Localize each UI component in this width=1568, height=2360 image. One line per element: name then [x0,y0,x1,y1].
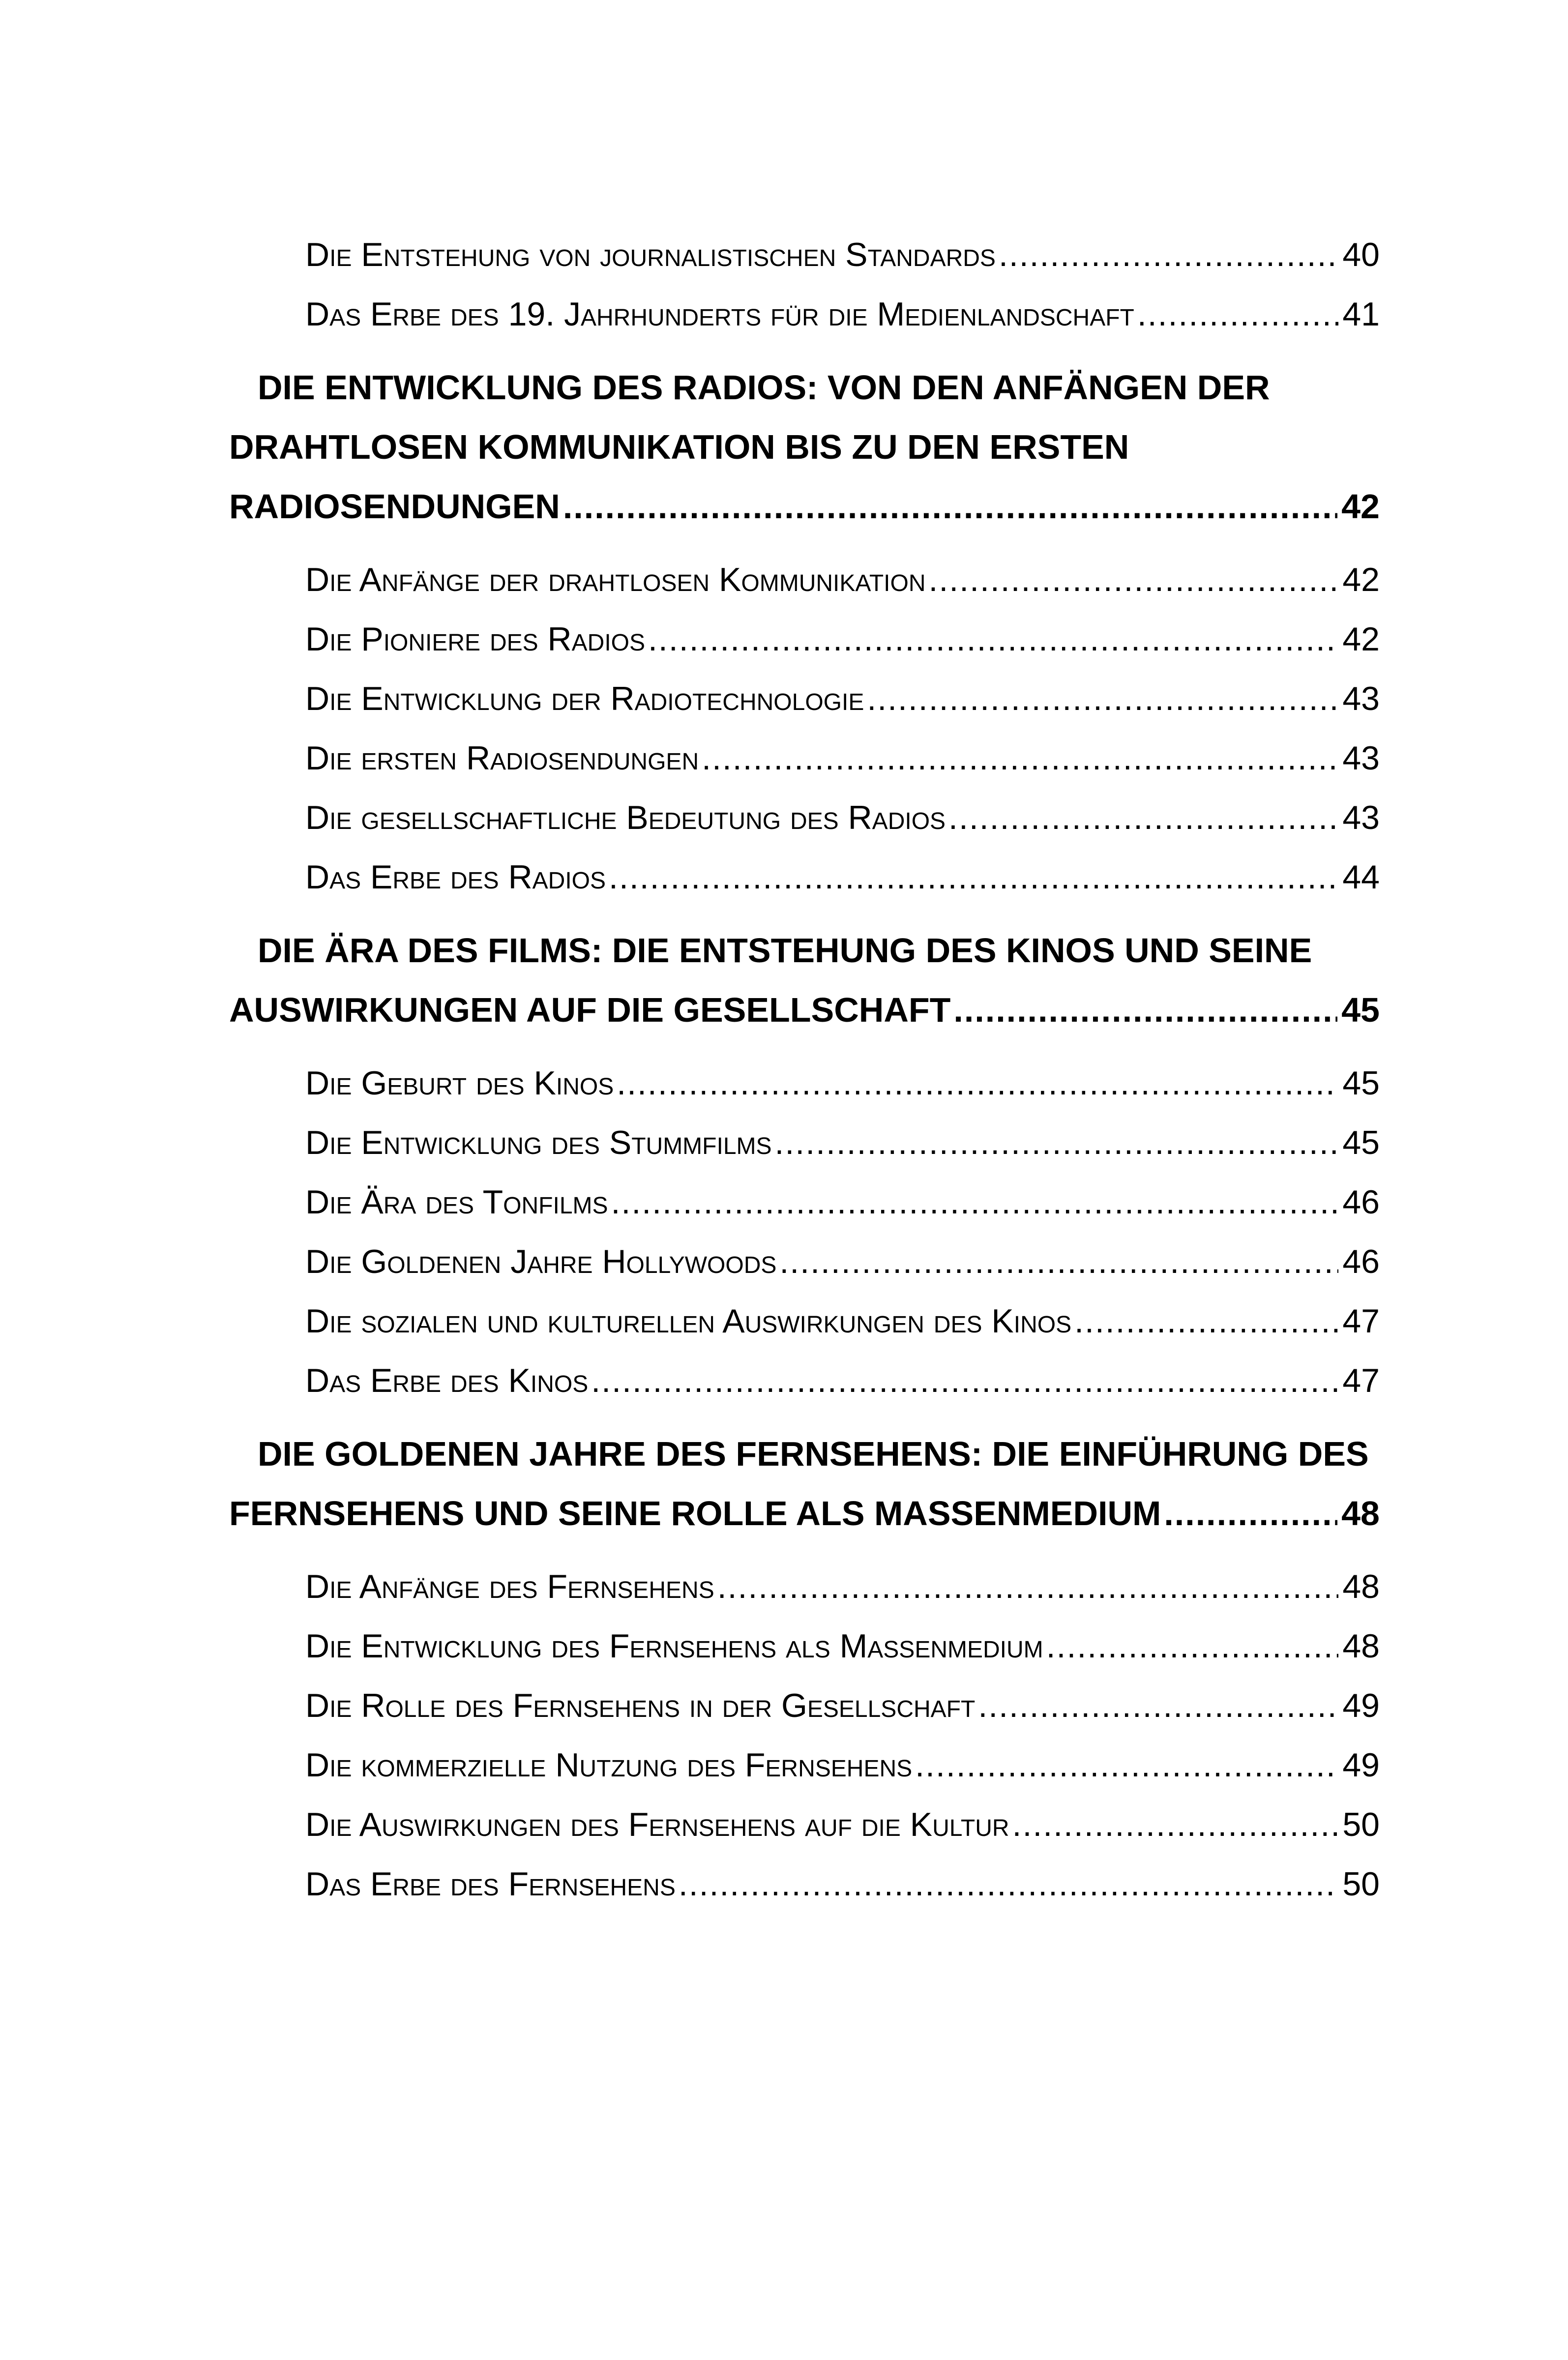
dot-leader [1074,1292,1338,1351]
toc-entry-title: Das Erbe des Radios [305,858,606,896]
dot-leader [617,1054,1338,1113]
toc-entry[interactable] [305,1855,1380,1914]
toc-entry-title: Die Geburt des Kinos [305,1064,614,1102]
toc-entry-page: 45 [1342,1064,1380,1102]
toc-entry[interactable] [305,1351,1380,1411]
dot-leader [717,1557,1339,1617]
table-of-contents [229,225,1380,1914]
toc-entry-title: Die Anfänge des Fernsehens [305,1568,714,1605]
toc-entry-title: Das Erbe des Kinos [305,1362,589,1399]
toc-entry[interactable] [305,848,1380,907]
dot-leader [702,729,1338,788]
toc-entry-title: Die kommerzielle Nutzung des Fernsehens [305,1746,913,1784]
toc-entry-page: 41 [1342,295,1380,333]
dot-leader [978,1676,1338,1736]
toc-entry-page: 43 [1342,799,1380,836]
chapter-heading-last-line [229,1484,1380,1543]
chapter-heading-line: DIE GOLDENEN JAHRE DES FERNSEHENS: DIE EINFÜHRUNG DES [258,1435,1369,1473]
chapter-heading-television[interactable] [229,1424,1380,1543]
chapter-page: 45 [1341,991,1380,1029]
toc-entry-title: Die Anfänge der drahtlosen Kommunikation [305,561,926,598]
dot-leader [1164,1484,1337,1543]
toc-entry[interactable] [305,225,1380,285]
dot-leader [1137,285,1339,344]
dot-leader [779,1232,1338,1292]
chapter-heading-line: RADIOSENDUNGEN [229,487,560,526]
toc-entry[interactable] [305,1173,1380,1232]
toc-entry-page: 42 [1342,561,1380,598]
dot-leader [1012,1795,1339,1855]
chapter-heading-line: AUSWIRKUNGEN AUF DIE GESELLSCHAFT [229,991,951,1029]
dot-leader [563,477,1337,536]
toc-entry-page: 45 [1342,1124,1380,1161]
toc-entry-page: 46 [1342,1243,1380,1280]
dot-leader [1046,1617,1339,1676]
dot-leader [679,1855,1339,1914]
chapter-page: 48 [1341,1494,1380,1533]
toc-entry[interactable] [305,550,1380,610]
dot-leader [867,669,1338,729]
toc-entry-page: 46 [1342,1183,1380,1221]
toc-entry[interactable] [305,1054,1380,1113]
chapter-heading-line: DIE ENTWICKLUNG DES RADIOS: VON DEN ANFÄNGEN DER [258,368,1270,407]
toc-entry-title: Die Rolle des Fernsehens in der Gesellschaft [305,1687,976,1724]
dot-leader [953,980,1337,1040]
toc-entry-title: Die Entstehung von journalistischen Standards [305,236,996,273]
toc-entry-title: Die Entwicklung des Stummfilms [305,1124,772,1161]
toc-entry[interactable] [305,1795,1380,1855]
toc-entry[interactable] [305,285,1380,344]
toc-entry-title: Die Entwicklung der Radiotechnologie [305,680,864,717]
toc-entry-title: Das Erbe des 19. Jahrhunderts für die Medienlandschaft [305,295,1134,333]
toc-entry-page: 42 [1342,620,1380,658]
toc-entry[interactable] [305,788,1380,848]
toc-entry-page: 43 [1342,680,1380,717]
toc-entry[interactable] [305,1736,1380,1795]
dot-leader [611,1173,1339,1232]
dot-leader [775,1113,1339,1173]
toc-entry-page: 48 [1342,1627,1380,1665]
chapter-heading-line: DIE ÄRA DES FILMS: DIE ENTSTEHUNG DES KINOS UND SEINE [258,931,1312,970]
dot-leader [591,1351,1338,1411]
toc-entry-page: 44 [1342,858,1380,896]
toc-entry-title: Die Ära des Tonfilms [305,1183,608,1221]
chapter-heading-radio[interactable] [229,358,1380,536]
toc-entry-page: 50 [1342,1806,1380,1843]
toc-entry[interactable] [305,1557,1380,1617]
toc-entry-title: Die ersten Radiosendungen [305,739,699,777]
toc-entry[interactable] [305,1292,1380,1351]
toc-entry[interactable] [305,610,1380,669]
dot-leader [915,1736,1338,1795]
toc-entry-title: Das Erbe des Fernsehens [305,1865,676,1903]
toc-entry-page: 48 [1342,1568,1380,1605]
dot-leader [999,225,1338,285]
dot-leader [948,788,1338,848]
toc-entry-title: Die sozialen und kulturellen Auswirkungen des Kinos [305,1302,1072,1340]
chapter-heading-line: DRAHTLOSEN KOMMUNIKATION BIS ZU DEN ERSTEN [229,428,1129,466]
toc-entry-page: 43 [1342,739,1380,777]
toc-entry-page: 40 [1342,236,1380,273]
toc-entry-title: Die Entwicklung des Fernsehens als Massenmedium [305,1627,1043,1665]
dot-leader [648,610,1338,669]
toc-entry[interactable] [305,1113,1380,1173]
toc-entry-page: 47 [1342,1362,1380,1399]
chapter-heading-last-line [229,477,1380,536]
toc-entry-page: 49 [1342,1687,1380,1724]
toc-entry-title: Die Pioniere des Radios [305,620,646,658]
toc-entry-title: Die Auswirkungen des Fernsehens auf die Kultur [305,1806,1009,1843]
toc-entry[interactable] [305,669,1380,729]
chapter-heading-line: FERNSEHENS UND SEINE ROLLE ALS MASSENMEDIUM [229,1494,1161,1533]
chapter-page: 42 [1341,487,1380,526]
toc-entry[interactable] [305,729,1380,788]
toc-entry-page: 49 [1342,1746,1380,1784]
dot-leader [929,550,1339,610]
toc-entry[interactable] [305,1617,1380,1676]
chapter-heading-last-line [229,980,1380,1040]
toc-entry[interactable] [305,1232,1380,1292]
chapter-heading-film[interactable] [229,921,1380,1040]
toc-entry-page: 50 [1342,1865,1380,1903]
toc-entry-title: Die gesellschaftliche Bedeutung des Radios [305,799,946,836]
toc-entry-page: 47 [1342,1302,1380,1340]
toc-entry-title: Die Goldenen Jahre Hollywoods [305,1243,777,1280]
toc-entry[interactable] [305,1676,1380,1736]
dot-leader [609,848,1338,907]
